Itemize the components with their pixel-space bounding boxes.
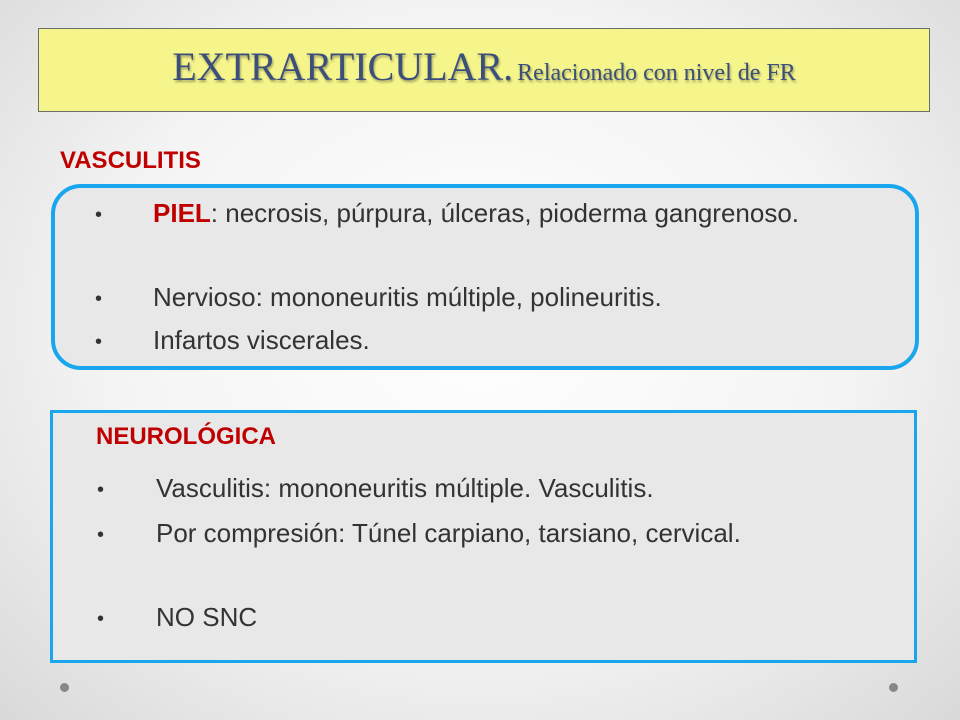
vasculitis-heading: VASCULITIS <box>60 147 201 174</box>
item-text: Infartos viscerales. <box>153 325 370 355</box>
title-bar <box>38 28 930 112</box>
bullet-icon: • <box>97 608 105 630</box>
decorative-dot <box>60 683 69 692</box>
vasculitis-box <box>51 184 919 370</box>
bullet-icon: • <box>95 288 103 310</box>
list-item <box>55 280 915 314</box>
list-item <box>55 196 915 230</box>
title-sub: Relacionado con nivel de FR <box>517 59 796 86</box>
item-text: Vasculitis: mononeuritis múltiple. Vasculitis. <box>156 473 654 503</box>
piel-text: : necrosis, púrpura, úlceras, pioderma gangrenoso. <box>210 198 800 228</box>
decorative-dot <box>889 683 898 692</box>
bullet-icon: • <box>95 204 103 226</box>
item-text: Por compresión: Túnel carpiano, tarsiano, cervical. <box>156 518 741 548</box>
item-text: Nervioso: mononeuritis múltiple, polineuritis. <box>153 282 662 312</box>
list-item <box>53 516 914 550</box>
list-item <box>53 471 914 505</box>
list-item <box>55 323 915 357</box>
neurologica-box <box>50 410 917 663</box>
piel-label: PIEL <box>153 198 211 228</box>
item-text <box>55 196 915 230</box>
bullet-icon: • <box>95 331 103 353</box>
neurologica-heading: NEUROLÓGICA <box>96 423 276 450</box>
slide-title <box>172 43 796 90</box>
item-text: NO SNC <box>156 602 258 632</box>
title-main: EXTRARTICULAR. <box>172 43 514 89</box>
list-item <box>53 600 914 634</box>
bullet-icon: • <box>97 524 105 546</box>
bullet-icon: • <box>97 479 105 501</box>
